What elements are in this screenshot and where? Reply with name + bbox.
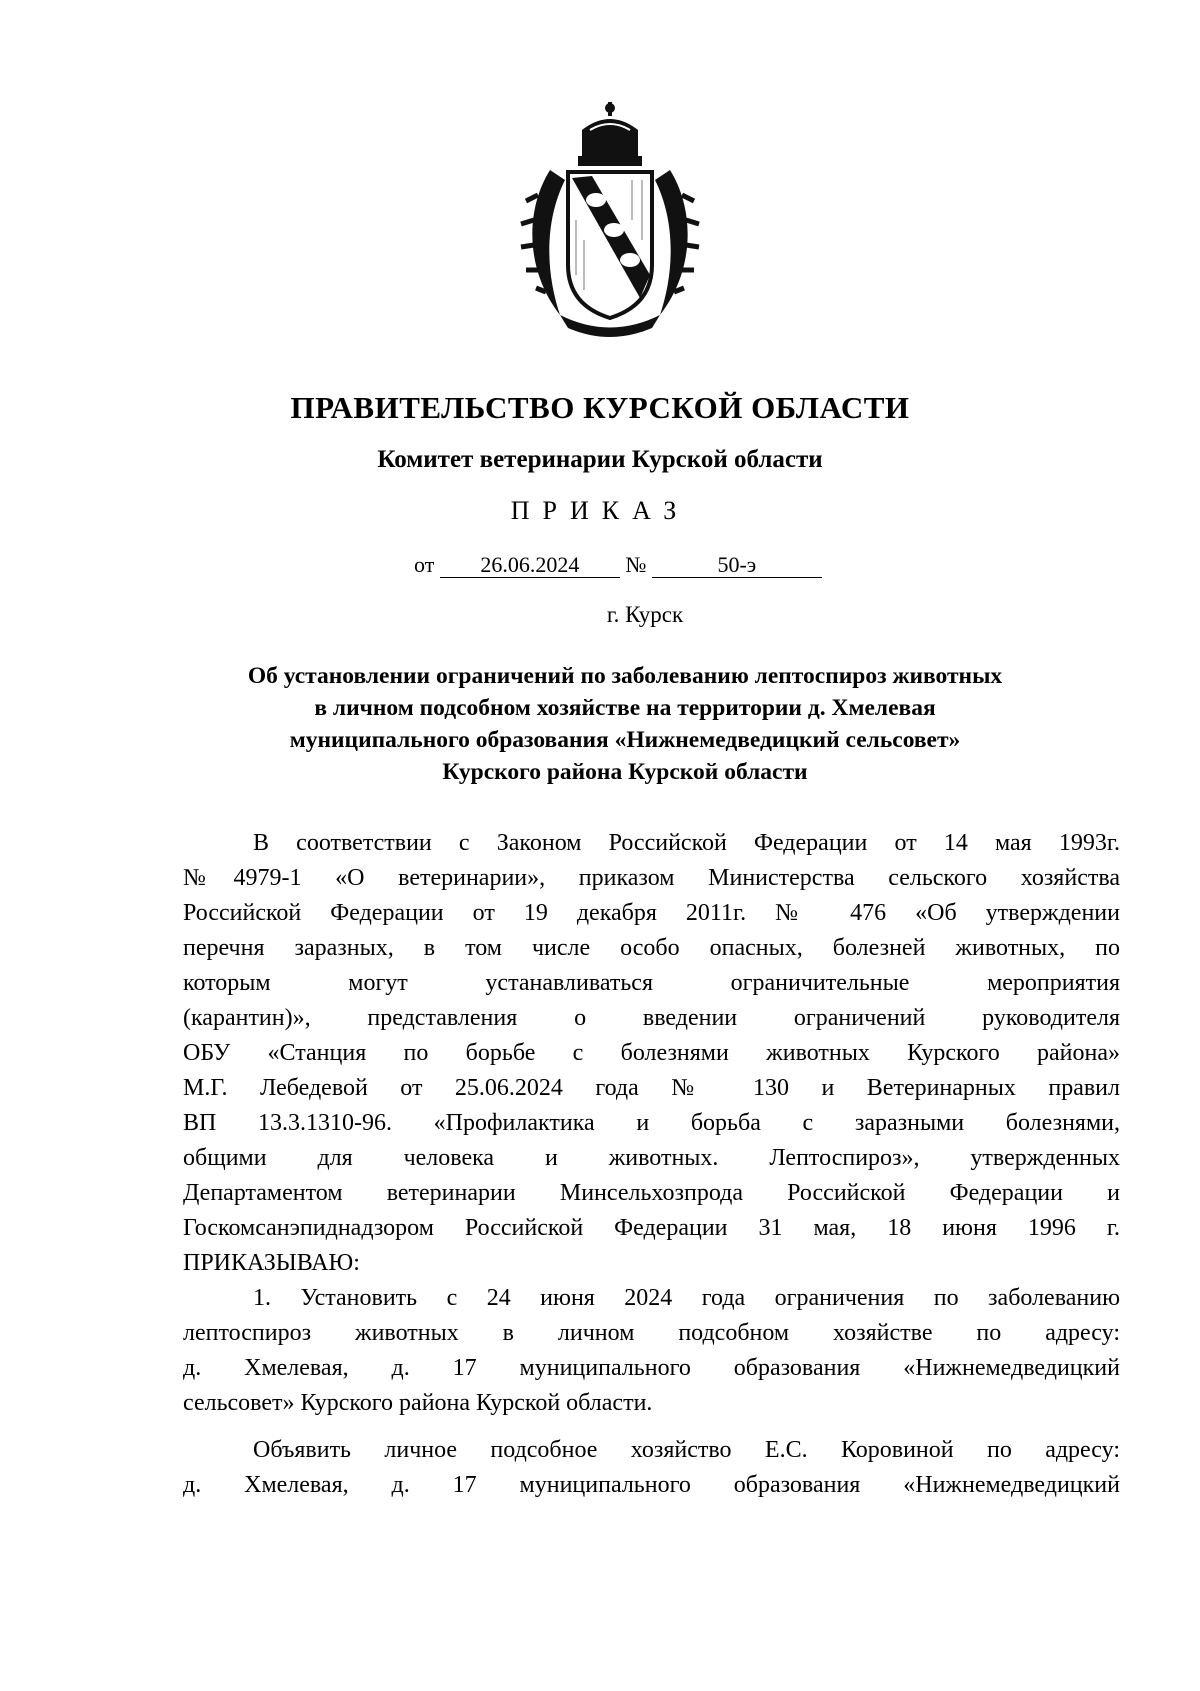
subject-line: в личном подсобном хозяйстве на территории д. Хмелевая — [314, 695, 936, 721]
body-line: В соответствии с Законом Российской Федерации от 14 мая 1993г. — [253, 830, 1120, 856]
subject-line: Об установлении ограничений по заболеванию лептоспироз животных — [247, 663, 1003, 689]
coat-of-arms-icon — [520, 100, 700, 340]
body-line: которым могут устанавливаться ограничительные мероприятия — [183, 970, 1120, 996]
body-line: (карантин)», представления о введении ограничений руководителя — [183, 1005, 1120, 1031]
order-subject — [160, 660, 1090, 788]
city: г. Курск — [606, 602, 684, 627]
date-prefix: от — [414, 552, 435, 577]
declare-line: д. Хмелевая, д. 17 муниципального образования «Нижнемедведицкий — [183, 1472, 1120, 1498]
order-number: 50-э — [652, 553, 822, 578]
item1-line: д. Хмелевая, д. 17 муниципального образования «Нижнемедведицкий — [183, 1355, 1120, 1381]
body-line: Российской Федерации от 19 декабря 2011г. № 476 «Об утверждении — [183, 900, 1120, 926]
order-date: 26.06.2024 — [440, 553, 620, 578]
declare-line: Объявить личное подсобное хозяйство Е.С. Коровиной по адресу: — [253, 1437, 1120, 1463]
item1-line: 1. Установить с 24 июня 2024 года ограничения по заболеванию — [253, 1285, 1120, 1311]
order-body — [183, 826, 1120, 1503]
body-line: Госкомсанэпиднадзором Российской Федерации 31 мая, 18 июня 1996 г. — [183, 1215, 1120, 1241]
body-line: общими для человека и животных. Лептоспироз», утвержденных — [183, 1145, 1120, 1171]
item1-line: сельсовет» Курского района Курской области. — [183, 1390, 653, 1416]
body-line: М.Г. Лебедевой от 25.06.2024 года № 130 и Ветеринарных правил — [183, 1075, 1120, 1101]
number-prefix: № — [625, 552, 647, 577]
document-type: ПРИКАЗ — [510, 496, 690, 525]
subject-line: муниципального образования «Нижнемедведицкий сельсовет» — [289, 727, 961, 753]
government-title: ПРАВИТЕЛЬСТВО КУРСКОЙ ОБЛАСТИ — [290, 390, 910, 425]
body-line: перечня заразных, в том числе особо опасных, болезней животных, по — [183, 935, 1120, 961]
body-line: №4979-1 «О ветеринарии», приказом Министерства сельского хозяйства — [183, 865, 1120, 891]
body-line: Департаментом ветеринарии Минсельхозпрода Российской Федерации и — [183, 1180, 1120, 1206]
body-line: ОБУ «Станция по борьбе с болезнями животных Курского района» — [183, 1040, 1120, 1066]
orders-word: ПРИКАЗЫВАЮ: — [183, 1250, 360, 1276]
body-line: ВП 13.3.1310-96. «Профилактика и борьба с заразными болезнями, — [183, 1110, 1120, 1136]
date-number-line — [414, 552, 822, 578]
subject-line: Курского района Курской области — [442, 759, 808, 785]
item1-line: лептоспироз животных в личном подсобном хозяйстве по адресу: — [183, 1320, 1120, 1346]
committee-name: Комитет ветеринарии Курской области — [377, 446, 823, 473]
